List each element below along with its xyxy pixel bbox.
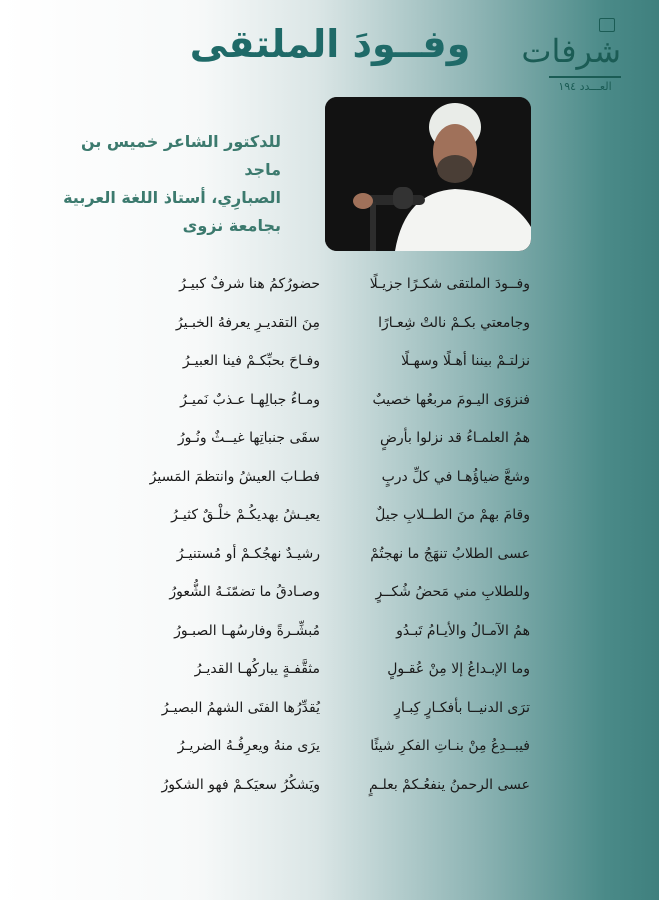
verse-second-hemistich: مُبشِّـرةً وفارسُهـا الصبـورُ [174, 622, 320, 639]
verse-second-hemistich: ومـاءُ جبالِهـا عـذبٌ نَميـرُ [180, 391, 320, 408]
verse-first-hemistich: ترَى الدنيــا بأفكـارٍ كِبـارٍ [394, 699, 530, 716]
author-line: للدكتور الشاعر خميس بن ماجد [80, 132, 281, 179]
verse-second-hemistich: مثقَّفـةٍ يباركُهـا القديـرُ [194, 661, 320, 678]
verse-first-hemistich: عسى الرحمنُ ينفعُـكمْ بعلـمٍ [369, 776, 530, 793]
poem-verse [110, 573, 530, 612]
verse-first-hemistich: وجامعتي بكـمْ نالتْ شِعـارًا [378, 314, 530, 331]
verse-first-hemistich: فنزوَى اليـومَ مربعُها خصيبٌ [372, 391, 530, 408]
verse-second-hemistich: فطـابَ العيشُ وانتظمَ المَسيرُ [149, 468, 320, 485]
author-photo [325, 97, 531, 251]
magazine-logo [521, 28, 621, 108]
verse-second-hemistich: وفـاحَ بحبِّكـمْ فينا العبيـرُ [182, 353, 320, 370]
verse-first-hemistich: عسى الطلابُ تنهَجُ ما نهجتُمْ [370, 545, 530, 562]
verse-first-hemistich: وفــودَ الملتقى شكـرًا جزيـلًا [369, 276, 530, 293]
verse-second-hemistich: مِنَ التقديـرِ يعرفهُ الخبـيرُ [175, 314, 320, 331]
verse-first-hemistich: فيبــدِعُ مِنْ بنـاتِ الفكرِ شيئًا [370, 738, 530, 755]
poem-verse [110, 265, 530, 304]
logo-word: شرفات [521, 32, 621, 70]
poem-verse [110, 458, 530, 497]
poem-verse [110, 727, 530, 766]
poem-verse [110, 689, 530, 728]
verse-second-hemistich: رشيـدٌ نهجُكـمْ أو مُستنيـرُ [176, 545, 320, 562]
verse-first-hemistich: وشعَّ ضياؤُهـا في كلِّ دربٍ [381, 468, 530, 485]
logo-divider [549, 76, 621, 78]
verse-second-hemistich: سقَى جنباتِها غيــثٌ ونُـورُ [177, 430, 320, 447]
poem-verse [110, 650, 530, 689]
verse-second-hemistich: ويَشكُرُ سعيَكـمْ فهو الشكورُ [161, 776, 320, 793]
poem-verse [110, 304, 530, 343]
verse-second-hemistich: يرَى منهُ ويعرِفُـهُ الضريـرُ [177, 738, 320, 755]
poem-verse [110, 496, 530, 535]
verse-second-hemistich: يُقدِّرُها الفتَى الشهمُ البصيـرُ [161, 699, 320, 716]
author-photo-image [325, 97, 531, 251]
poem-verse [110, 381, 530, 420]
verse-first-hemistich: وما الإبـداعُ إلا مِنْ عُقـولٍ [387, 661, 530, 678]
verse-second-hemistich: حضورُكمُ هنا شرفٌ كبيـرُ [179, 276, 320, 293]
verse-first-hemistich: وقامَ بهمْ منَ الطــلابِ جيلٌ [375, 507, 530, 524]
page-title: وفــودَ الملتقى [189, 22, 471, 66]
verse-second-hemistich: يعيـشُ بهديكُـمْ خلْـقٌ كثيـرُ [171, 507, 320, 524]
poem-verse [110, 535, 530, 574]
author-line: الصبارِي، أستاذ اللغة العربية [63, 188, 281, 207]
poem-verse [110, 612, 530, 651]
poem-verse [110, 419, 530, 458]
issue-number: العـــدد ١٩٤ [558, 80, 612, 93]
verse-first-hemistich: همُ الآمـالُ والأيـامُ تَبـدُو [396, 622, 530, 639]
author-credit [51, 128, 281, 240]
poem [110, 265, 530, 804]
verse-second-hemistich: وصـادقُ ما تضمّنَـهُ الشُّعورُ [169, 584, 320, 601]
verse-first-hemistich: همُ العلمـاءُ قد نزلوا بأرضٍ [380, 430, 530, 447]
author-line: بجامعة نزوى [182, 216, 281, 235]
verse-first-hemistich: نزلتـمْ بيننا أهـلًا وسهـلًا [401, 353, 530, 370]
verse-first-hemistich: وللطلابِ مني مَحضُ شُكــرٍ [375, 584, 530, 601]
poem-verse [110, 342, 530, 381]
poem-verse [110, 766, 530, 805]
